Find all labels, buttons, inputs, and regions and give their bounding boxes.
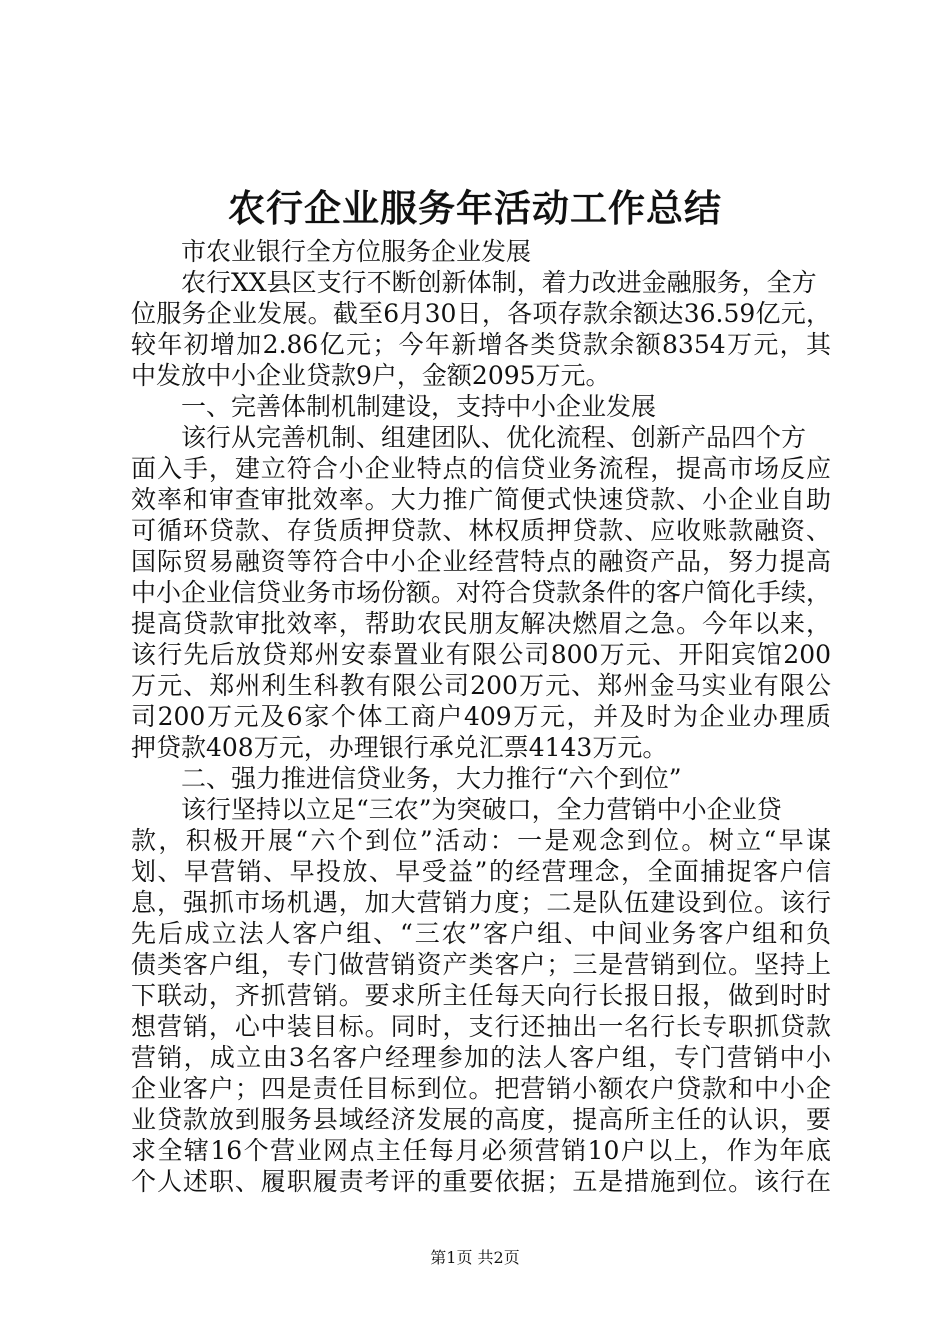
text-line: 想营销，心中装目标。同时，支行还抽出一名行长专职抓贷款 — [131, 1012, 831, 1041]
text-line: 位服务企业发展。截至6月30日，各项存款余额达36.59亿元， — [131, 299, 831, 328]
text-line: 款，积极开展“六个到位”活动：一是观念到位。树立“早谋 — [131, 826, 831, 855]
text-line: 国际贸易融资等符合中小企业经营特点的融资产品，努力提高 — [131, 547, 831, 576]
text-line: 企业客户；四是责任目标到位。把营销小额农户贷款和中小企 — [131, 1074, 831, 1103]
text-line: 息，强抓市场机遇，加大营销力度；二是队伍建设到位。该行 — [131, 888, 831, 917]
text-line: 面入手，建立符合小企业特点的信贷业务流程，提高市场反应 — [131, 454, 831, 483]
text-line: 效率和审查审批效率。大力推广简便式快速贷款、小企业自助 — [131, 485, 831, 514]
text-line: 求全辖16个营业网点主任每月必须营销10户以上，作为年底 — [131, 1136, 831, 1165]
page-number-footer: 第1页 共2页 — [430, 1248, 520, 1267]
text-line: 营销，成立由3名客户经理参加的法人客户组，专门营销中小 — [131, 1043, 831, 1072]
text-line: 债类客户组，专门做营销资产类客户；三是营销到位。坚持上 — [131, 950, 831, 979]
text-line: 提高贷款审批效率，帮助农民朋友解决燃眉之急。今年以来， — [131, 609, 831, 638]
document-title: 农行企业服务年活动工作总结 — [228, 186, 722, 230]
text-line: 司200万元及6家个体工商户409万元，并及时为企业办理质 — [131, 702, 831, 731]
text-line: 农行XX县区支行不断创新体制，着力改进金融服务，全方 — [181, 268, 817, 297]
text-line: 市农业银行全方位服务企业发展 — [181, 237, 532, 266]
text-line: 较年初增加2.86亿元；今年新增各类贷款余额8354万元，其 — [131, 330, 831, 359]
text-line: 该行先后放贷郑州安泰置业有限公司800万元、开阳宾馆200 — [131, 640, 831, 669]
text-line: 业贷款放到服务县域经济发展的高度，提高所主任的认识，要 — [131, 1105, 831, 1134]
text-line: 个人述职、履职履责考评的重要依据；五是措施到位。该行在 — [131, 1167, 831, 1196]
text-line: 中小企业信贷业务市场份额。对符合贷款条件的客户简化手续， — [131, 578, 832, 607]
text-line: 划、早营销、早投放、早受益”的经营理念，全面捕捉客户信 — [131, 857, 831, 886]
document-body — [131, 236, 831, 1197]
section-heading: 一、完善体制机制建设，支持中小企业发展 — [181, 392, 657, 421]
text-line: 该行从完善机制、组建团队、优化流程、创新产品四个方 — [181, 423, 807, 452]
text-line: 可循环贷款、存货质押贷款、林权质押贷款、应收账款融资、 — [131, 516, 831, 545]
section-heading: 二、强力推进信贷业务，大力推行“六个到位” — [181, 764, 682, 793]
text-line: 先后成立法人客户组、“三农”客户组、中间业务客户组和负 — [131, 919, 831, 948]
text-line: 该行坚持以立足“三农”为突破口，全力营销中小企业贷 — [181, 795, 782, 824]
text-line: 下联动，齐抓营销。要求所主任每天向行长报日报，做到时时 — [131, 981, 831, 1010]
text-line: 中发放中小企业贷款9户，金额2095万元。 — [131, 361, 611, 390]
text-line: 押贷款408万元，办理银行承兑汇票4143万元。 — [131, 733, 668, 762]
text-line: 万元、郑州利生科教有限公司200万元、郑州金马实业有限公 — [131, 671, 831, 700]
